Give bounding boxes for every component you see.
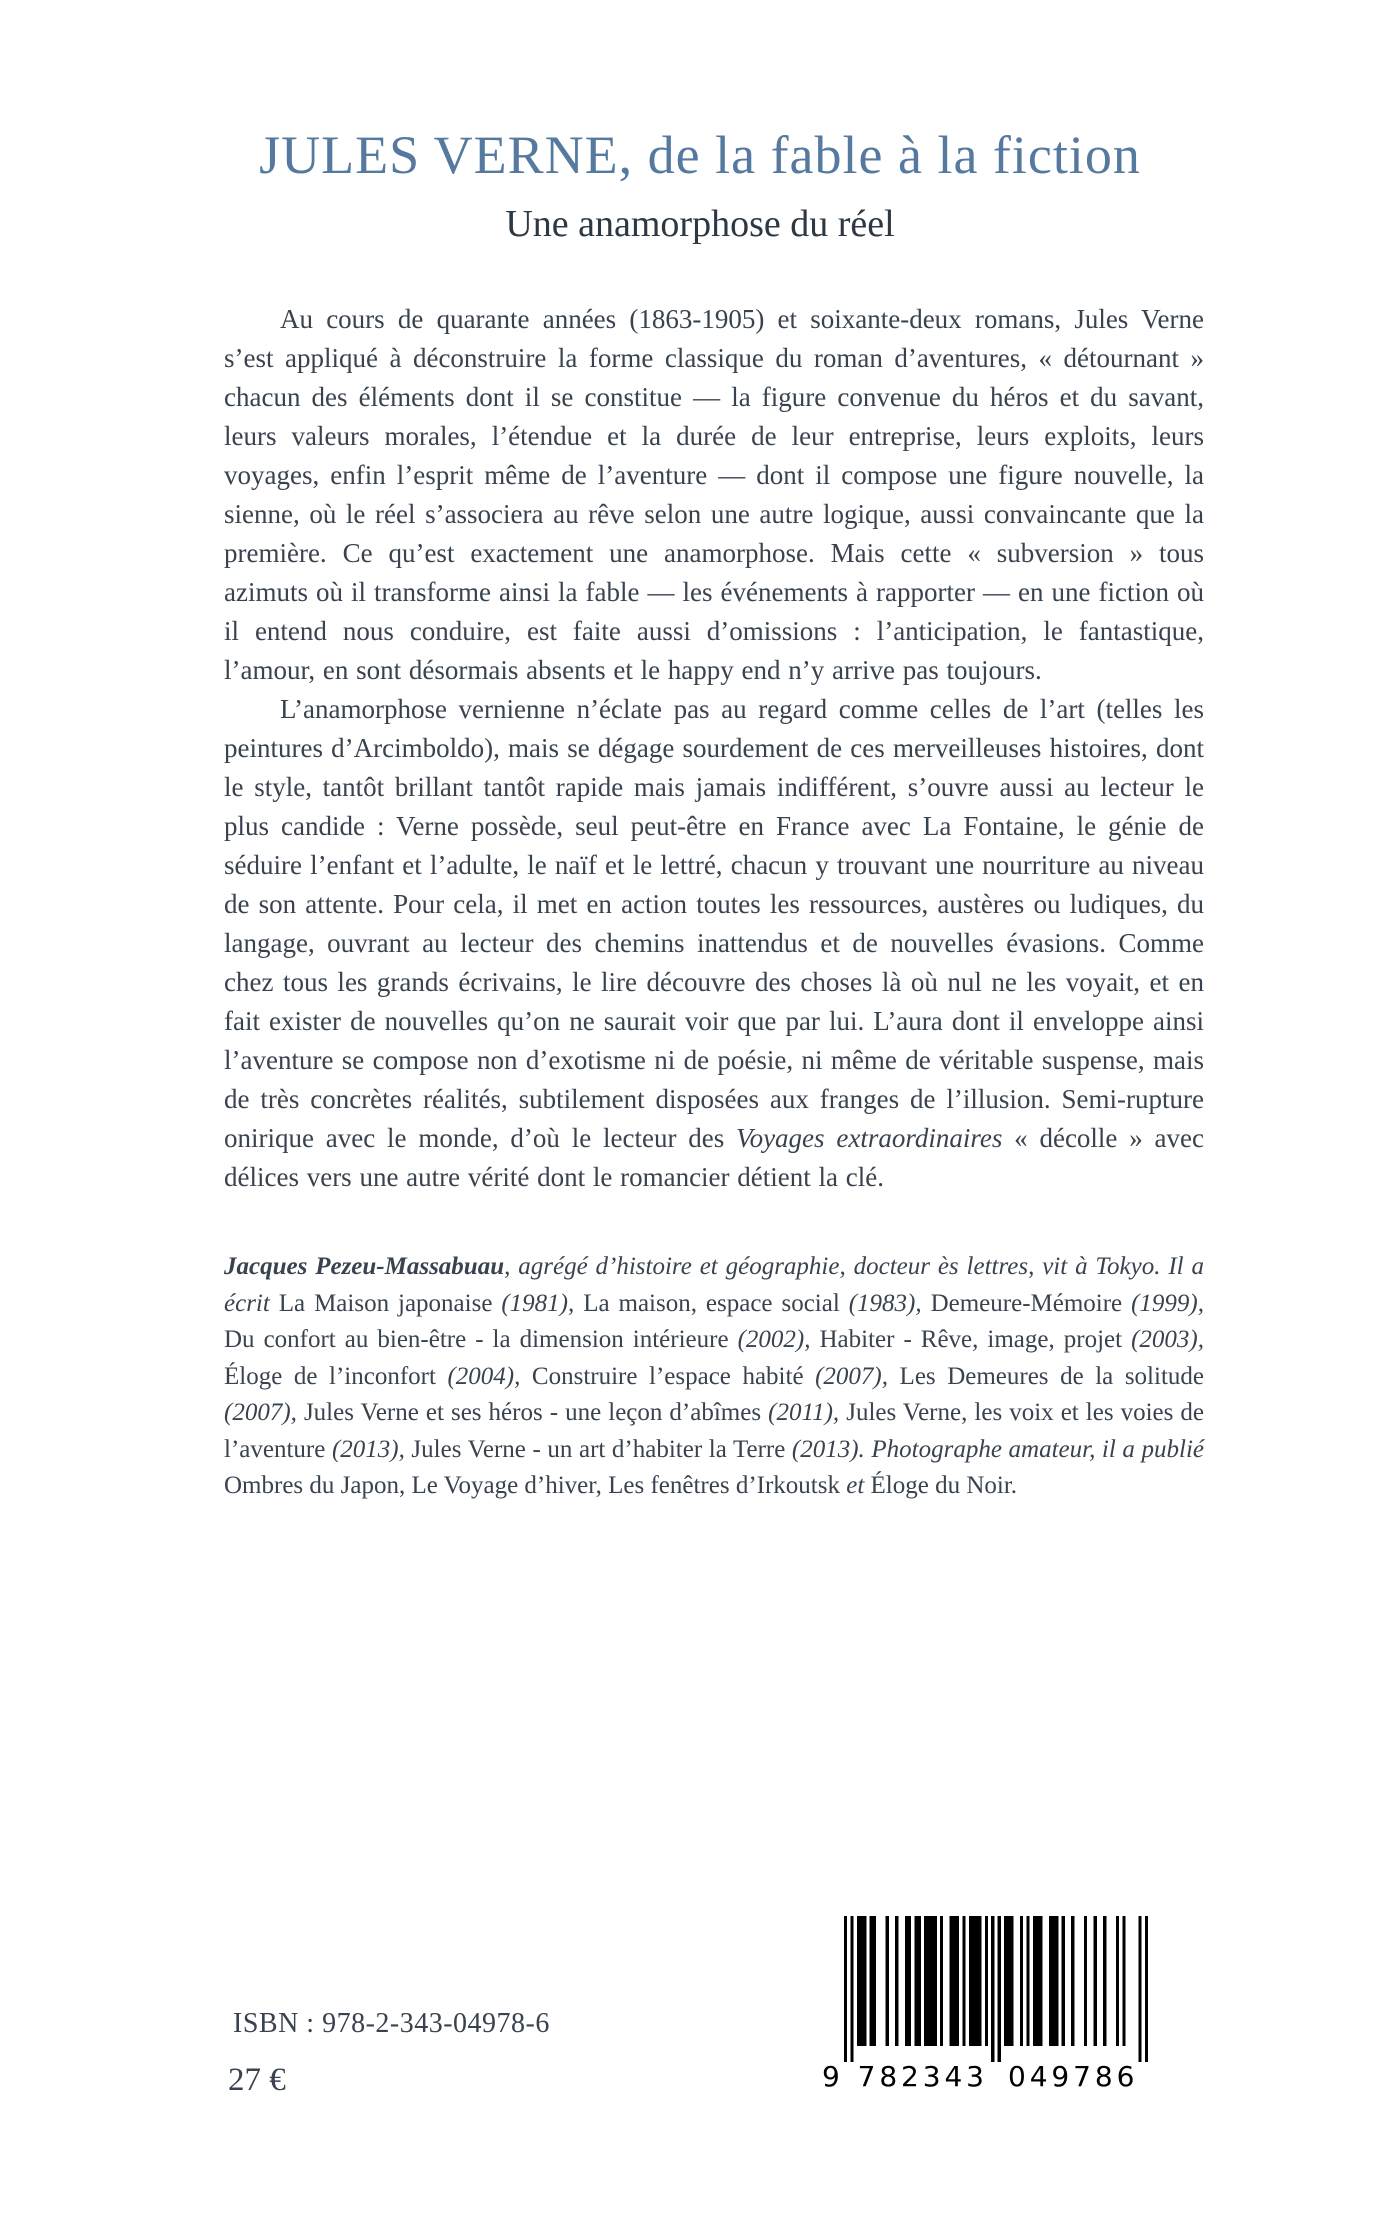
text-run: (2004), — [447, 1362, 521, 1390]
book-title: JULES VERNE, de la fable à la fiction — [259, 125, 1141, 185]
text-run: Habiter - Rêve, image, projet — [810, 1326, 1132, 1353]
text-run: Photographe amateur, il a publié — [871, 1435, 1204, 1463]
author-bio — [224, 1249, 1204, 1505]
text-run: « décolle » avec délices vers une autre vérité dont le romancier détient la clé. — [224, 1123, 1204, 1192]
barcode-svg — [822, 1916, 1156, 2094]
ean13-barcode — [822, 1916, 1156, 2094]
text-run: , agrégé d’histoire et géographie, docteur ès lettres, vit à Tokyo. Il a écrit — [224, 1253, 1204, 1317]
text-run: L’anamorphose vernienne n’éclate pas au regard comme celles de l’art (telles les peintures d’Arcimboldo), mais se dégage sourdement de ces merveilleuses histoires, dont le style, tantôt brillant tantôt rapide mais jamais indifférent, s’ouvre aussi au lecteur le plus candide : Verne possède, seul peut-être en France avec La Fontaine, le génie de séduire l’enfant et l’adulte, le naïf et le lettré, chacun y trouvant une nourriture au niveau de son attente. Pour cela, il met en action toutes les ressources, austères ou ludiques, du langage, ouvrant au lecteur des chemins inattendus et de nouvelles évasions. Comme chez tous les grands écrivains, le lire découvre des choses là où nul ne les voyait, et en fait exister de nouvelles qu’on ne saurait voir que par lui. L’aura dont il enveloppe ainsi l’aventure se compose non d’exotisme ni de poésie, ni même de véritable suspense, mais de très concrètes réalités, subtilement disposées aux franges de l’illusion. Semi-rupture onirique avec le monde, d’où le lecteur des — [224, 694, 1204, 1153]
barcode-digits: 049786 — [1008, 2060, 1135, 2093]
text-run: (2013), — [331, 1435, 405, 1463]
text-run: Jacques Pezeu-Massabuau — [224, 1253, 505, 1280]
text-run: (1983), — [848, 1289, 922, 1317]
synopsis — [224, 300, 1204, 1197]
text-run: Éloge de l’inconfort — [224, 1362, 448, 1390]
price-text: 27 € — [228, 2062, 286, 2098]
text-run: (2013). — [791, 1435, 872, 1463]
text-run: Jules Verne, les voix et les voies de l’aventure — [224, 1399, 1205, 1463]
text-run: La maison, espace social — [574, 1289, 849, 1317]
text-run: La Maison japonaise — [278, 1289, 502, 1317]
text-run: (2007), — [224, 1399, 297, 1426]
text-run: Ombres du Japon, Le Voyage d’hiver, Les fenêtres d’Irkoutsk — [224, 1472, 847, 1499]
text-run: (1981), — [501, 1289, 575, 1317]
text-run: Voyages extraordinaires — [736, 1123, 1003, 1153]
synopsis-paragraph — [224, 300, 1204, 690]
text-run: et — [846, 1472, 865, 1499]
text-run: Les Demeures de la solitude — [888, 1362, 1204, 1390]
text-run: (2002), — [737, 1326, 811, 1353]
text-run: Éloge du Noir. — [864, 1472, 1018, 1499]
text-run: Construire l’espace habité — [520, 1362, 816, 1390]
text-run: (2003), — [1131, 1326, 1204, 1353]
barcode-digits: 782343 — [857, 2060, 984, 2093]
text-run: Du confort au bien-être - la dimension intérieure — [224, 1326, 738, 1353]
text-run: Jules Verne et ses héros - une leçon d’abîmes — [296, 1399, 769, 1426]
text-run: Jules Verne - un art d’habiter la Terre — [404, 1435, 792, 1463]
text-run: (1999), — [1131, 1289, 1205, 1317]
text-run: (2011), — [768, 1399, 840, 1426]
barcode-digits: 9 — [822, 2060, 840, 2093]
book-subtitle: Une anamorphose du réel — [505, 203, 895, 245]
text-run: (2007), — [815, 1362, 888, 1390]
text-run: Demeure-Mémoire — [921, 1289, 1132, 1317]
synopsis-paragraph — [224, 690, 1204, 1197]
text-run: Au cours de quarante années (1863-1905) et soixante-deux romans, Jules Verne s’est appliqué à déconstruire la forme classique du roman d’aventures, « détournant » chacun des éléments dont il se constitue — la figure convenue du héros et du savant, leurs valeurs morales, l’étendue et la durée de leur entreprise, leurs exploits, leurs voyages, enfin l’esprit même de l’aventure — dont il compose une figure nouvelle, la sienne, où le réel s’associera au rêve selon une autre logique, aussi convaincante que la première. Ce qu’est exactement une anamorphose. Mais cette « subversion » tous azimuts où il transforme ainsi la fable — les événements à rapporter — en une fiction où il entend nous conduire, est faite aussi d’omissions : l’anticipation, le fantastique, l’amour, en sont désormais absents et le happy end n’y arrive pas toujours. — [224, 304, 1204, 685]
isbn-text: ISBN : 978-2-343-04978-6 — [233, 2008, 550, 2039]
